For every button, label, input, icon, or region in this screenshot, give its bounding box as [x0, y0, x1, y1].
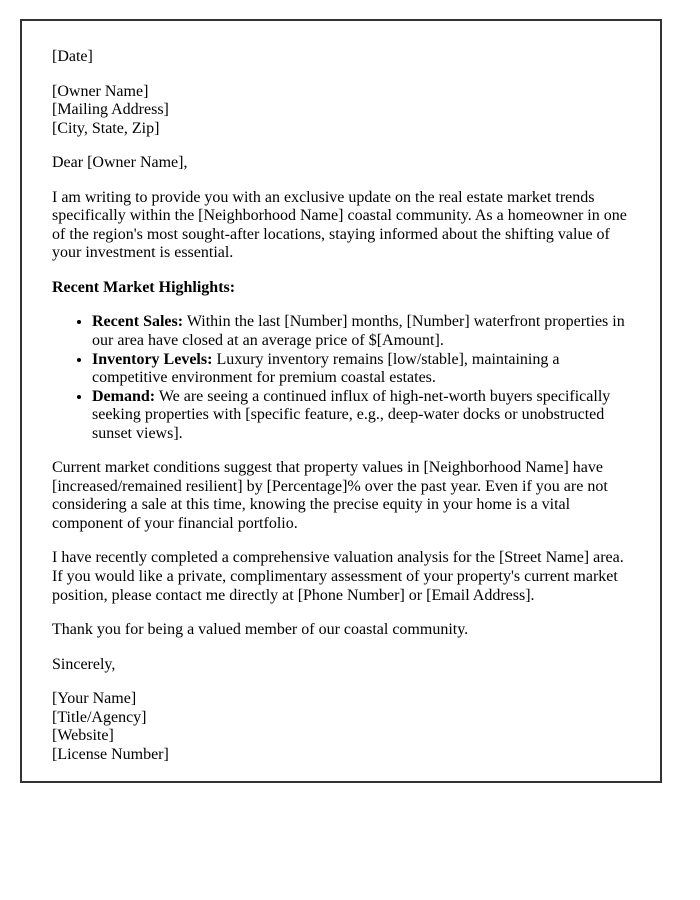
signature-website: [Website] — [52, 727, 114, 745]
highlights-heading: Recent Market Highlights: — [52, 278, 236, 296]
highlights-list — [52, 313, 630, 443]
bullet-text: We are seeing a continued influx of high-net-worth buyers specifically seeking properties with [specific feature, e.g., deep-water docks or unobstructed sunset views]. — [92, 387, 611, 442]
recipient-mailing-address: [Mailing Address] — [52, 101, 169, 119]
list-item-inventory-levels — [92, 351, 630, 388]
intro-paragraph: I am writing to provide you with an exclusive update on the real estate market trends specifically within the [Neighborhood Name] coastal community. As a homeowner in one of the region's most sought-after locations, staying informed about the shifting value of your investment is essential. — [52, 188, 627, 262]
signature-block — [52, 690, 630, 764]
bullet-label: Inventory Levels: — [92, 350, 213, 368]
list-item-recent-sales — [92, 313, 630, 350]
recipient-block — [52, 83, 630, 139]
bullet-text: Within the last [Number] months, [Number] waterfront properties in our area have closed at an average price of $[Amount]. — [92, 313, 625, 350]
date-line: [Date] — [52, 48, 93, 65]
valuation-paragraph: I have recently completed a comprehensive valuation analysis for the [Street Name] area. If you would like a private, complimentary assessment of your property's current market position, please contact me directly at [Phone Number] or [Email Address]. — [52, 549, 624, 604]
signature-your-name: [Your Name] — [52, 690, 137, 708]
closing-line: Sincerely, — [52, 655, 116, 673]
letter-page — [20, 19, 662, 783]
bullet-label: Recent Sales: — [92, 313, 184, 331]
signature-license-number: [License Number] — [52, 745, 169, 763]
signature-title-agency: [Title/Agency] — [52, 708, 147, 726]
thanks-paragraph: Thank you for being a valued member of our coastal community. — [52, 621, 469, 639]
recipient-owner-name: [Owner Name] — [52, 82, 149, 100]
market-conditions-paragraph: Current market conditions suggest that property values in [Neighborhood Name] have [increased/remained resilient] by [Percentage]% over the past year. Even if you are not considering a sale at this time, knowing the precise equity in your home is a vital component of your financial portfolio. — [52, 459, 608, 532]
bullet-label: Demand: — [92, 387, 156, 405]
bullet-text: Luxury inventory remains [low/stable], maintaining a competitive environment for premium coastal estates. — [92, 350, 560, 387]
salutation: Dear [Owner Name], — [52, 154, 188, 172]
list-item-demand — [92, 388, 630, 444]
recipient-city-state-zip: [City, State, Zip] — [52, 119, 160, 137]
